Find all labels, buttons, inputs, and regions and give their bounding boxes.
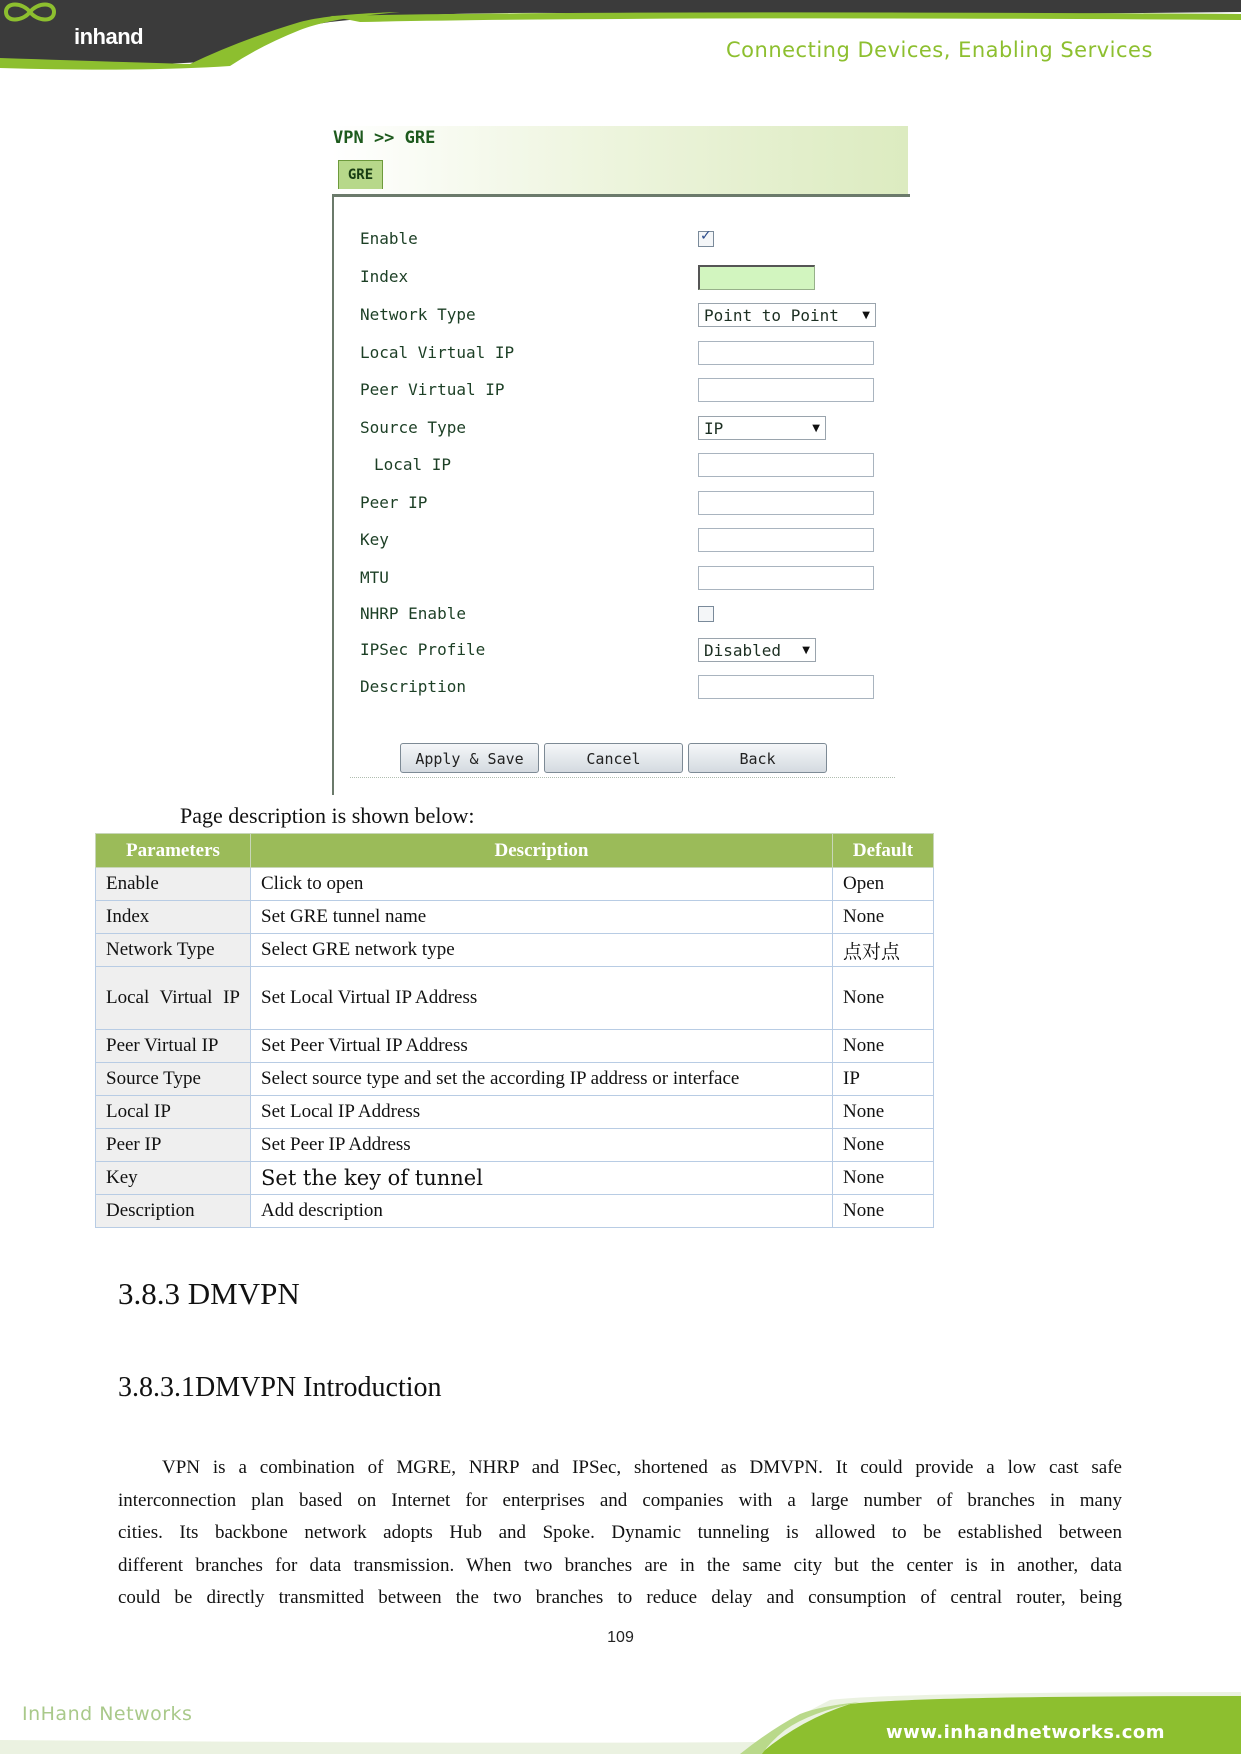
- description-cell: Click to open: [251, 868, 833, 901]
- column-header: Description: [251, 834, 833, 868]
- source-type-select[interactable]: [698, 416, 826, 440]
- table-row: [96, 1063, 934, 1096]
- table-row: [96, 1030, 934, 1063]
- field-label: Source Type: [360, 418, 466, 437]
- form-divider: [350, 777, 895, 778]
- form-row-nhrp-enable: [360, 602, 466, 626]
- form-row-enable: [360, 227, 418, 251]
- page-number: 109: [607, 1629, 634, 1646]
- table-row: [96, 1162, 934, 1195]
- gre-config-screenshot: [331, 124, 908, 792]
- network-type-select[interactable]: [698, 303, 876, 327]
- header-slogan: Connecting Devices, Enabling Services: [726, 38, 1153, 62]
- column-header: Parameters: [96, 834, 251, 868]
- field-label: NHRP Enable: [360, 604, 466, 623]
- subsection-heading: 3.8.3.1DMVPN Introduction: [118, 1372, 442, 1403]
- field-label: Local Virtual IP: [360, 343, 515, 362]
- tab-gre[interactable]: GRE: [338, 160, 383, 189]
- table-row: [96, 1096, 934, 1129]
- default-cell: None: [833, 967, 934, 1030]
- paragraph-line: VPN is a combination of MGRE, NHRP and IPSec, shortened as DMVPN. It could provide a low cast safe: [162, 1457, 1122, 1478]
- field-label: Enable: [360, 229, 418, 248]
- description-input[interactable]: [698, 675, 874, 699]
- footer-brand: InHand Networks: [22, 1703, 193, 1725]
- table-row: [96, 1129, 934, 1162]
- param-cell: Peer IP: [96, 1129, 251, 1162]
- chevron-down-icon: ▼: [812, 423, 820, 434]
- index-input[interactable]: [698, 265, 815, 290]
- default-cell: None: [833, 901, 934, 934]
- column-header: Default: [833, 834, 934, 868]
- table-row: [96, 934, 934, 967]
- param-cell: Local IP: [96, 1096, 251, 1129]
- paragraph-line: interconnection plan based on Internet for enterprises and companies with a large number of branches in many: [118, 1489, 1122, 1511]
- description-cell: Set GRE tunnel name: [251, 901, 833, 934]
- form-row-network-type: [360, 303, 870, 327]
- description-cell: Set Local Virtual IP Address: [251, 967, 833, 1030]
- table-row: [96, 901, 934, 934]
- param-cell: Peer Virtual IP: [96, 1030, 251, 1063]
- table-row: [96, 967, 934, 1030]
- default-cell: 点对点: [833, 934, 934, 967]
- page-footer: [0, 1690, 1241, 1754]
- chevron-down-icon: ▼: [862, 310, 870, 321]
- field-label: Local IP: [374, 455, 452, 474]
- description-cell: Select source type and set the according IP address or interface: [251, 1063, 833, 1096]
- table-row: [96, 868, 934, 901]
- description-cell: Set Peer IP Address: [251, 1129, 833, 1162]
- description-cell: Set the key of tunnel: [251, 1162, 833, 1195]
- form-row-source-type: [360, 416, 820, 440]
- apply-save-button[interactable]: Apply & Save: [400, 743, 539, 773]
- footer-url: www.inhandnetworks.com: [886, 1722, 1166, 1743]
- description-cell: Add description: [251, 1195, 833, 1228]
- field-label: MTU: [360, 568, 389, 587]
- inhand-logo-icon: [0, 0, 60, 24]
- nhrp-enable-checkbox[interactable]: [698, 606, 714, 622]
- param-cell: Index: [96, 901, 251, 934]
- select-value: Point to Point: [704, 306, 839, 325]
- cancel-button[interactable]: Cancel: [544, 743, 683, 773]
- default-cell: None: [833, 1096, 934, 1129]
- gre-form-panel: [332, 194, 910, 795]
- select-value: IP: [704, 419, 724, 438]
- default-cell: None: [833, 1195, 934, 1228]
- table-header-row: [96, 834, 934, 868]
- key-input[interactable]: [698, 528, 874, 552]
- default-cell: None: [833, 1129, 934, 1162]
- form-row-ipsec-profile: [360, 638, 810, 662]
- field-label: Peer IP: [360, 493, 428, 512]
- param-cell: Network Type: [96, 934, 251, 967]
- intro-paragraph: [118, 1452, 1122, 1615]
- field-label: Key: [360, 530, 389, 549]
- param-cell: Enable: [96, 868, 251, 901]
- mtu-input[interactable]: [698, 566, 874, 590]
- page-header: [0, 0, 1241, 70]
- section-heading: 3.8.3 DMVPN: [118, 1276, 300, 1311]
- screenshot-breadcrumb: VPN >> GRE: [333, 128, 436, 148]
- enable-checkbox[interactable]: [698, 231, 714, 247]
- default-cell: None: [833, 1162, 934, 1195]
- description-cell: Set Peer Virtual IP Address: [251, 1030, 833, 1063]
- parameter-table: [95, 833, 934, 1228]
- default-cell: IP: [833, 1063, 934, 1096]
- paragraph-line: cities. Its backbone network adopts Hub and Spoke. Dynamic tunneling is allowed to be established between: [118, 1522, 1122, 1544]
- param-cell: Key: [96, 1162, 251, 1195]
- field-label: Network Type: [360, 305, 476, 324]
- field-label: IPSec Profile: [360, 640, 486, 659]
- logo-text: inhand: [74, 24, 144, 49]
- param-cell: Local Virtual IP: [96, 967, 251, 1030]
- field-label: Peer Virtual IP: [360, 380, 505, 399]
- back-button[interactable]: Back: [688, 743, 827, 773]
- select-value: Disabled: [704, 641, 782, 660]
- peer-virtual-ip-input[interactable]: [698, 378, 874, 402]
- table-row: [96, 1195, 934, 1228]
- chevron-down-icon: ▼: [802, 645, 810, 656]
- param-cell: Source Type: [96, 1063, 251, 1096]
- description-cell: Set Local IP Address: [251, 1096, 833, 1129]
- field-label: Index: [360, 267, 409, 286]
- paragraph-line: could be directly transmitted between the two branches to reduce delay and consumption of central router, being: [118, 1587, 1122, 1609]
- local-ip-input[interactable]: [698, 453, 874, 477]
- field-label: Description: [360, 677, 466, 696]
- description-cell: Select GRE network type: [251, 934, 833, 967]
- paragraph-line: different branches for data transmission. When two branches are in the same city but the center is in another, data: [118, 1554, 1122, 1576]
- peer-ip-input[interactable]: [698, 491, 874, 515]
- param-cell: Description: [96, 1195, 251, 1228]
- default-cell: Open: [833, 868, 934, 901]
- table-intro: Page description is shown below:: [180, 803, 475, 828]
- default-cell: None: [833, 1030, 934, 1063]
- ipsec-profile-select[interactable]: [698, 638, 816, 662]
- local-virtual-ip-input[interactable]: [698, 341, 874, 365]
